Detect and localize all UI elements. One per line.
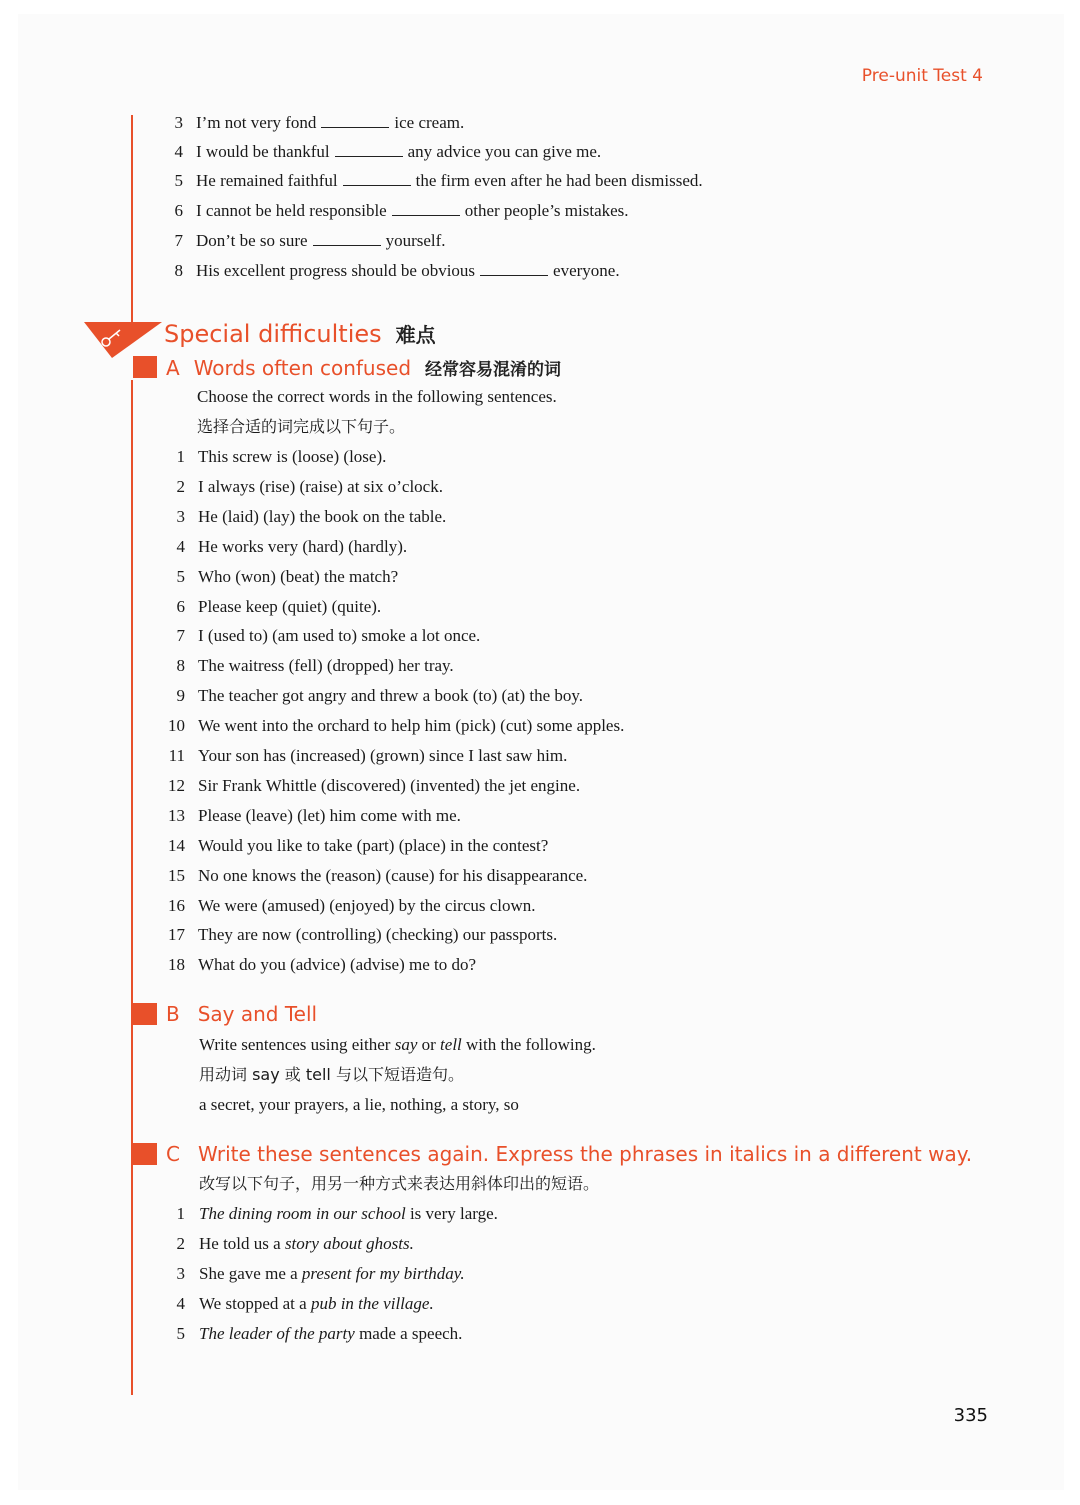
plain-text: is very large. <box>405 1204 498 1223</box>
heading-text-zh: 难点 <box>395 323 436 347</box>
item-number: 10 <box>168 716 185 735</box>
item-text: Please keep (quiet) (quite). <box>198 597 382 616</box>
item-number: 15 <box>168 866 185 885</box>
item-number: 4 <box>176 1294 185 1313</box>
section-letter: B <box>166 1002 180 1026</box>
item-number: 3 <box>176 507 185 526</box>
plain-text: We stopped at a <box>199 1294 311 1313</box>
italic-phrase: story about ghosts. <box>284 1234 414 1253</box>
key-flag-icon <box>84 320 164 360</box>
item-number: 5 <box>176 1324 185 1343</box>
answer-blank <box>392 201 460 216</box>
section-title: Say and Tell <box>197 1002 318 1026</box>
item-number: 3 <box>176 1264 185 1283</box>
section-c-heading <box>166 1142 972 1166</box>
item-text: The waitress (fell) (dropped) her tray. <box>198 656 454 675</box>
item-number: 2 <box>176 477 185 496</box>
item-text: This screw is (loose) (lose). <box>198 447 387 466</box>
answer-blank <box>335 142 403 157</box>
section-letter: C <box>166 1142 180 1166</box>
item-text: Sir Frank Whittle (discovered) (invented) the jet engine. <box>198 776 581 795</box>
italic-phrase: The dining room in our school <box>199 1204 406 1223</box>
italic-phrase: present for my birthday. <box>301 1264 465 1283</box>
item-text-before: I would be thankful <box>196 142 330 161</box>
running-header: Pre-unit Test 4 <box>861 66 983 86</box>
margin-rule-top <box>131 115 133 330</box>
section-b-heading <box>166 1002 317 1026</box>
item-number: 5 <box>174 171 183 190</box>
item-text: No one knows the (reason) (cause) for his disappearance. <box>198 866 588 885</box>
item-number: 8 <box>174 261 183 280</box>
item-number: 6 <box>176 597 185 616</box>
answer-blank <box>313 231 381 246</box>
item-text <box>199 1233 414 1255</box>
item-text: We were (amused) (enjoyed) by the circus clown. <box>198 896 536 915</box>
item-text: We went into the orchard to help him (pick) (cut) some apples. <box>198 716 625 735</box>
section-marker <box>133 1003 157 1025</box>
item-number: 14 <box>168 836 185 855</box>
instruction-text: Write sentences using either <box>199 1035 391 1054</box>
margin-rule-main <box>131 380 133 1395</box>
item-text: Your son has (increased) (grown) since I last saw him. <box>198 746 568 765</box>
item-text-after: yourself. <box>385 231 446 250</box>
item-text-before: His excellent progress should be obvious <box>196 261 476 280</box>
item-number: 9 <box>176 686 185 705</box>
item-text: Please (leave) (let) him come with me. <box>198 806 461 825</box>
italic-word: tell <box>440 1035 462 1054</box>
item-number: 5 <box>176 567 185 586</box>
item-text <box>199 1263 465 1285</box>
page-number: 335 <box>953 1405 988 1426</box>
section-marker <box>133 356 157 378</box>
item-text: I (used to) (am used to) smoke a lot once. <box>198 626 481 645</box>
item-text: Would you like to take (part) (place) in the contest? <box>198 836 549 855</box>
section-marker <box>133 1143 157 1165</box>
italic-word: say <box>394 1035 418 1054</box>
section-a-instruction: Choose the correct words in the following sentences. <box>197 387 557 406</box>
italic-phrase: pub in the village. <box>310 1294 434 1313</box>
item-number: 1 <box>176 447 185 466</box>
item-text: What do you (advice) (advise) me to do? <box>198 955 477 974</box>
item-text-after: the firm even after he had been dismissed. <box>415 171 703 190</box>
answer-blank <box>343 171 411 186</box>
italic-phrase: The leader of the party <box>199 1324 355 1343</box>
section-b-phrases: a secret, your prayers, a lie, nothing, a story, so <box>199 1095 519 1114</box>
item-number: 6 <box>174 201 183 220</box>
item-text-before: Don’t be so sure <box>196 231 308 250</box>
item-text-after: ice cream. <box>394 113 465 132</box>
item-number: 7 <box>174 231 183 250</box>
section-title: Write these sentences again. Express the phrases in italics in a different way. <box>197 1142 973 1166</box>
plain-text: made a speech. <box>354 1324 463 1343</box>
item-number: 3 <box>174 113 183 132</box>
section-b-instruction <box>199 1034 596 1056</box>
section-title: Words often confused <box>193 356 412 380</box>
item-text: He (laid) (lay) the book on the table. <box>198 507 447 526</box>
item-number: 17 <box>168 925 185 944</box>
plain-text: She gave me a <box>199 1264 302 1283</box>
answer-blank <box>321 113 389 128</box>
special-difficulties-heading <box>164 319 436 348</box>
plain-text: He told us a <box>199 1234 285 1253</box>
section-a-heading <box>166 355 561 380</box>
item-number: 12 <box>168 776 185 795</box>
item-text <box>199 1293 434 1315</box>
item-number: 7 <box>176 626 185 645</box>
item-number: 13 <box>168 806 185 825</box>
item-text-before: I cannot be held responsible <box>196 201 387 220</box>
answer-blank <box>480 261 548 276</box>
section-b-instruction-zh: 用动词 say 或 tell 与以下短语造句。 <box>199 1065 464 1084</box>
instruction-text: or <box>421 1035 436 1054</box>
heading-text: Special difficulties <box>164 320 382 348</box>
item-text: I always (rise) (raise) at six o’clock. <box>198 477 443 496</box>
section-a-instruction-zh: 选择合适的词完成以下句子。 <box>197 417 406 436</box>
item-text-after: other people’s mistakes. <box>464 201 629 220</box>
item-number: 11 <box>168 746 185 765</box>
item-number: 4 <box>174 142 183 161</box>
section-c-instruction-zh: 改写以下句子，用另一种方式来表达用斜体印出的短语。 <box>199 1174 600 1193</box>
item-number: 4 <box>176 537 185 556</box>
item-text: The teacher got angry and threw a book (to) (at) the boy. <box>198 686 584 705</box>
item-number: 8 <box>176 656 185 675</box>
item-text-before: He remained faithful <box>196 171 338 190</box>
section-letter: A <box>166 356 180 380</box>
item-text: He works very (hard) (hardly). <box>198 537 408 556</box>
item-text-after: any advice you can give me. <box>407 142 602 161</box>
item-text: Who (won) (beat) the match? <box>198 567 399 586</box>
item-number: 2 <box>176 1234 185 1253</box>
item-text: They are now (controlling) (checking) our passports. <box>198 925 558 944</box>
item-text-after: everyone. <box>553 261 620 280</box>
item-text <box>199 1203 498 1225</box>
item-number: 1 <box>176 1204 185 1223</box>
section-title-zh: 经常容易混淆的词 <box>425 360 562 380</box>
instruction-text: with the following. <box>466 1035 596 1054</box>
item-number: 18 <box>168 955 185 974</box>
item-number: 16 <box>168 896 185 915</box>
item-text-before: I’m not very fond <box>196 113 317 132</box>
item-text <box>199 1323 462 1345</box>
